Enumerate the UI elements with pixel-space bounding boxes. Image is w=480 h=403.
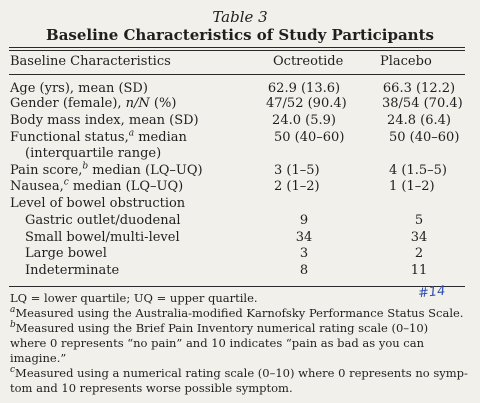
table-row	[0, 113, 480, 128]
footnote-c-line2: tom and 10 represents worse possible symptom.	[10, 381, 293, 395]
header-rule	[9, 74, 465, 75]
row-label: Indeterminate	[25, 263, 120, 278]
row-label: Age (yrs), mean (SD)	[10, 81, 148, 96]
table-row	[0, 163, 480, 178]
placebo-value: 5	[414, 213, 424, 228]
footnote-b-line3: imagine.”	[10, 351, 67, 365]
octreotide-value: 9	[299, 213, 309, 228]
footnote-marker: c	[63, 177, 69, 188]
row-label: Functional status,$^a$ median	[10, 128, 187, 145]
table-row	[0, 146, 480, 161]
placebo-value: 24.8 (6.4)	[387, 113, 451, 128]
octreotide-value: 24.0 (5.9)	[272, 113, 336, 128]
octreotide-value: 47/52 (90.4)	[266, 96, 347, 111]
footnote-b-line2: where 0 represents “no pain” and 10 indicates “pain as bad as you can	[10, 336, 425, 350]
placebo-value: 50 (40–60)	[389, 130, 460, 145]
footnote-b: $^b$Measured using the Brief Pain Inventory numerical rating scale (0–10)	[10, 320, 429, 335]
row-label: Gender (female), n/N (%)	[10, 96, 177, 111]
header-octreotide: Octreotide	[273, 54, 344, 69]
octreotide-value: 2 (1–2)	[274, 179, 320, 194]
table-row	[0, 81, 480, 96]
octreotide-value: 3	[299, 246, 309, 261]
row-label: Large bowel	[25, 246, 107, 261]
placebo-value: 2	[414, 246, 424, 261]
footnote-marker: b	[82, 161, 89, 172]
handwritten-annotation: #14	[417, 283, 447, 302]
table-row	[0, 179, 480, 194]
footnote-abbreviations: LQ = lower quartile; UQ = upper quartile.	[10, 291, 258, 305]
footnote-c: $^c$Measured using a numerical rating scale (0–10) where 0 represents no symp-	[10, 365, 468, 380]
table-number: Table 3	[212, 8, 268, 26]
table-row	[0, 213, 480, 228]
octreotide-value: 50 (40–60)	[274, 130, 345, 145]
row-label: Pain score,$^b$ median (LQ–UQ)	[10, 161, 203, 178]
footnote-a: $^a$Measured using the Australia-modified Karnofsky Performance Status Scale.	[10, 305, 464, 320]
octreotide-value: 62.9 (13.6)	[267, 81, 341, 96]
bottom-rule	[9, 286, 465, 287]
table-row	[0, 230, 480, 245]
table-title: Baseline Characteristics of Study Participants	[46, 26, 434, 44]
top-rule-double	[9, 50, 465, 51]
placebo-value: 11	[410, 263, 428, 278]
header-characteristics: Baseline Characteristics	[10, 54, 171, 69]
table-row	[0, 96, 480, 111]
placebo-value: 34	[410, 230, 428, 245]
table-row	[0, 263, 480, 278]
placebo-value: 38/54 (70.4)	[382, 96, 463, 111]
octreotide-value: 34	[295, 230, 313, 245]
table-footnotes	[10, 291, 472, 396]
row-label: (interquartile range)	[25, 146, 162, 161]
table-row	[0, 130, 480, 145]
footnote-marker: a	[128, 128, 135, 139]
row-label: Body mass index, mean (SD)	[10, 113, 199, 128]
row-label: Gastric outlet/duodenal	[25, 213, 181, 228]
table-row	[0, 246, 480, 261]
placebo-value: 66.3 (12.2)	[382, 81, 456, 96]
top-rule	[9, 47, 465, 48]
header-placebo: Placebo	[380, 54, 432, 69]
row-label: Nausea,$^c$ median (LQ–UQ)	[10, 177, 184, 194]
octreotide-value: 3 (1–5)	[274, 163, 320, 178]
placebo-value: 4 (1.5–5)	[389, 163, 447, 178]
octreotide-value: 8	[299, 263, 309, 278]
table-row	[0, 196, 480, 211]
placebo-value: 1 (1–2)	[389, 179, 435, 194]
row-label: Small bowel/multi-level	[25, 230, 180, 245]
row-label: Level of bowel obstruction	[10, 196, 186, 211]
